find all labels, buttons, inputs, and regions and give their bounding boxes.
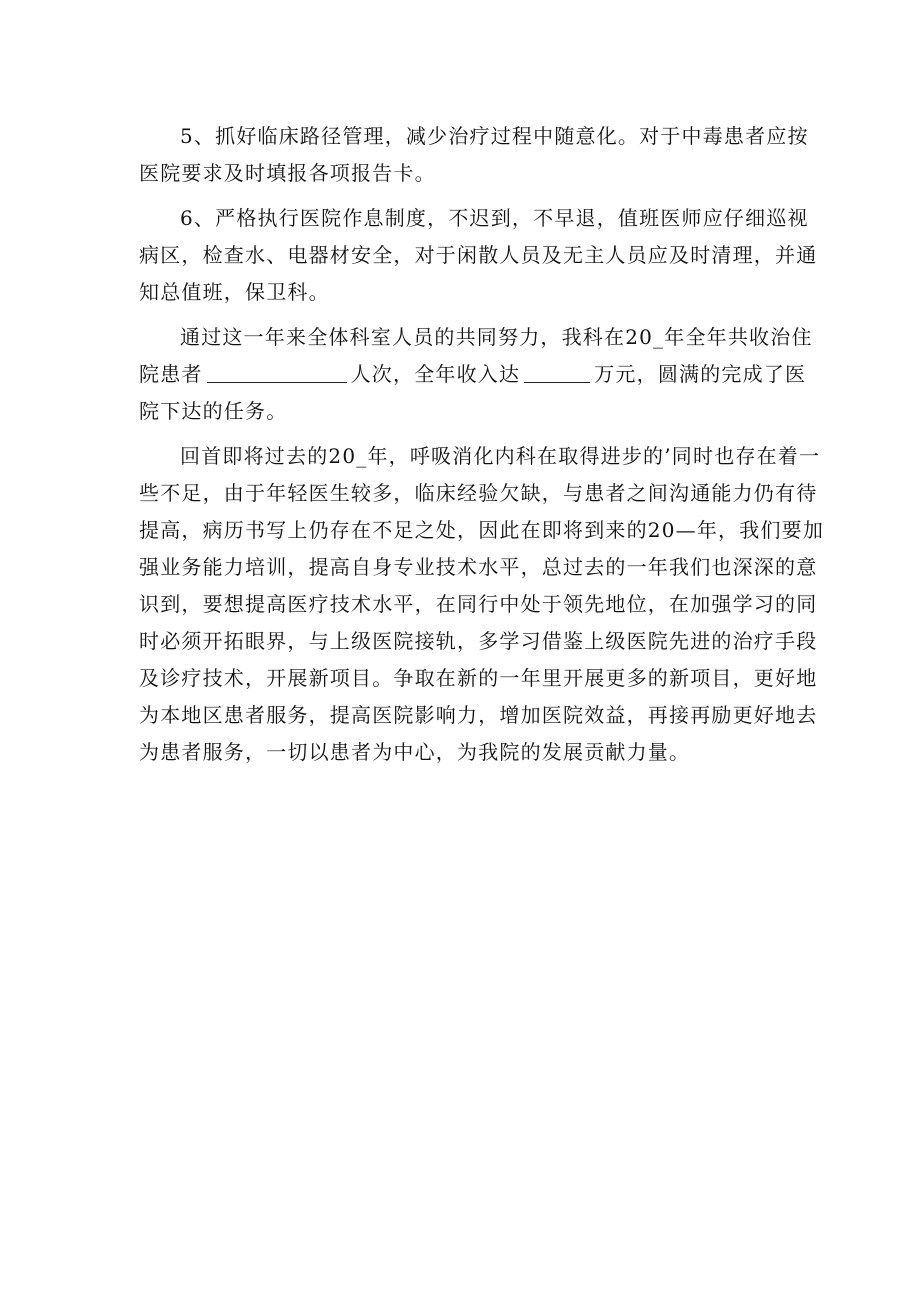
text-line: 为本地区患者服务，提高医院影响力，增加医院效益，再接再励更好地去	[139, 703, 818, 727]
paragraph-review	[139, 438, 825, 771]
text-line: 识到，要想提高医疗技术水平，在同行中处于领先地位，在加强学习的同	[139, 592, 818, 616]
text-line: 些不足，由于年轻医生较多，临床经验欠缺，与患者之间沟通能力仍有待	[139, 481, 818, 505]
text-line: 院下达的任务。	[139, 399, 288, 423]
text-segment: 万元，圆满的完成了医	[594, 362, 807, 386]
text-segment: 院患者	[139, 362, 203, 386]
fill-in-blank	[207, 381, 347, 383]
text-segment: 人次，全年收入达	[350, 362, 521, 386]
fill-in-blank	[524, 381, 590, 383]
paragraph-item-5	[139, 118, 809, 192]
text-line: 回首即将过去的20_年，呼吸消化内科在取得进步的’同时也存在着一	[180, 444, 821, 468]
text-line: 时必须开拓眼界，与上级医院接轨，多学习借鉴上级医院先进的治疗手段	[139, 629, 818, 653]
paragraph-item-6	[139, 200, 818, 311]
paragraph-summary	[139, 319, 813, 430]
text-line: 知总值班，保卫科。	[139, 280, 330, 304]
document-body	[139, 118, 825, 779]
text-line: 通过这一年来全体科室人员的共同努力，我科在20_年全年共收治住	[180, 325, 813, 349]
text-line: 6、严格执行医院作息制度，不迟到，不早退，值班医师应仔细巡视	[180, 206, 809, 230]
text-line: 强业务能力培训，提高自身专业技术水平，总过去的一年我们也深深的意	[139, 555, 818, 579]
text-line: 5、抓好临床路径管理，减少治疗过程中随意化。对于中毒患者应按	[180, 124, 809, 148]
text-line: 病区，检查水、电器材安全，对于闲散人员及无主人员应及时清理，并通	[139, 243, 818, 267]
text-line: 为患者服务，一切以患者为中心，为我院的发展贡献力量。	[139, 740, 691, 764]
text-line-with-blanks	[139, 356, 807, 393]
text-line: 医院要求及时填报各项报告卡。	[139, 161, 436, 185]
text-line: 及诊疗技术，开展新项目。争取在新的一年里开展更多的新项目，更好地	[139, 666, 818, 690]
text-line: 提高，病历书写上仍存在不足之处，因此在即将到来的20—年，我们要加	[139, 518, 825, 542]
